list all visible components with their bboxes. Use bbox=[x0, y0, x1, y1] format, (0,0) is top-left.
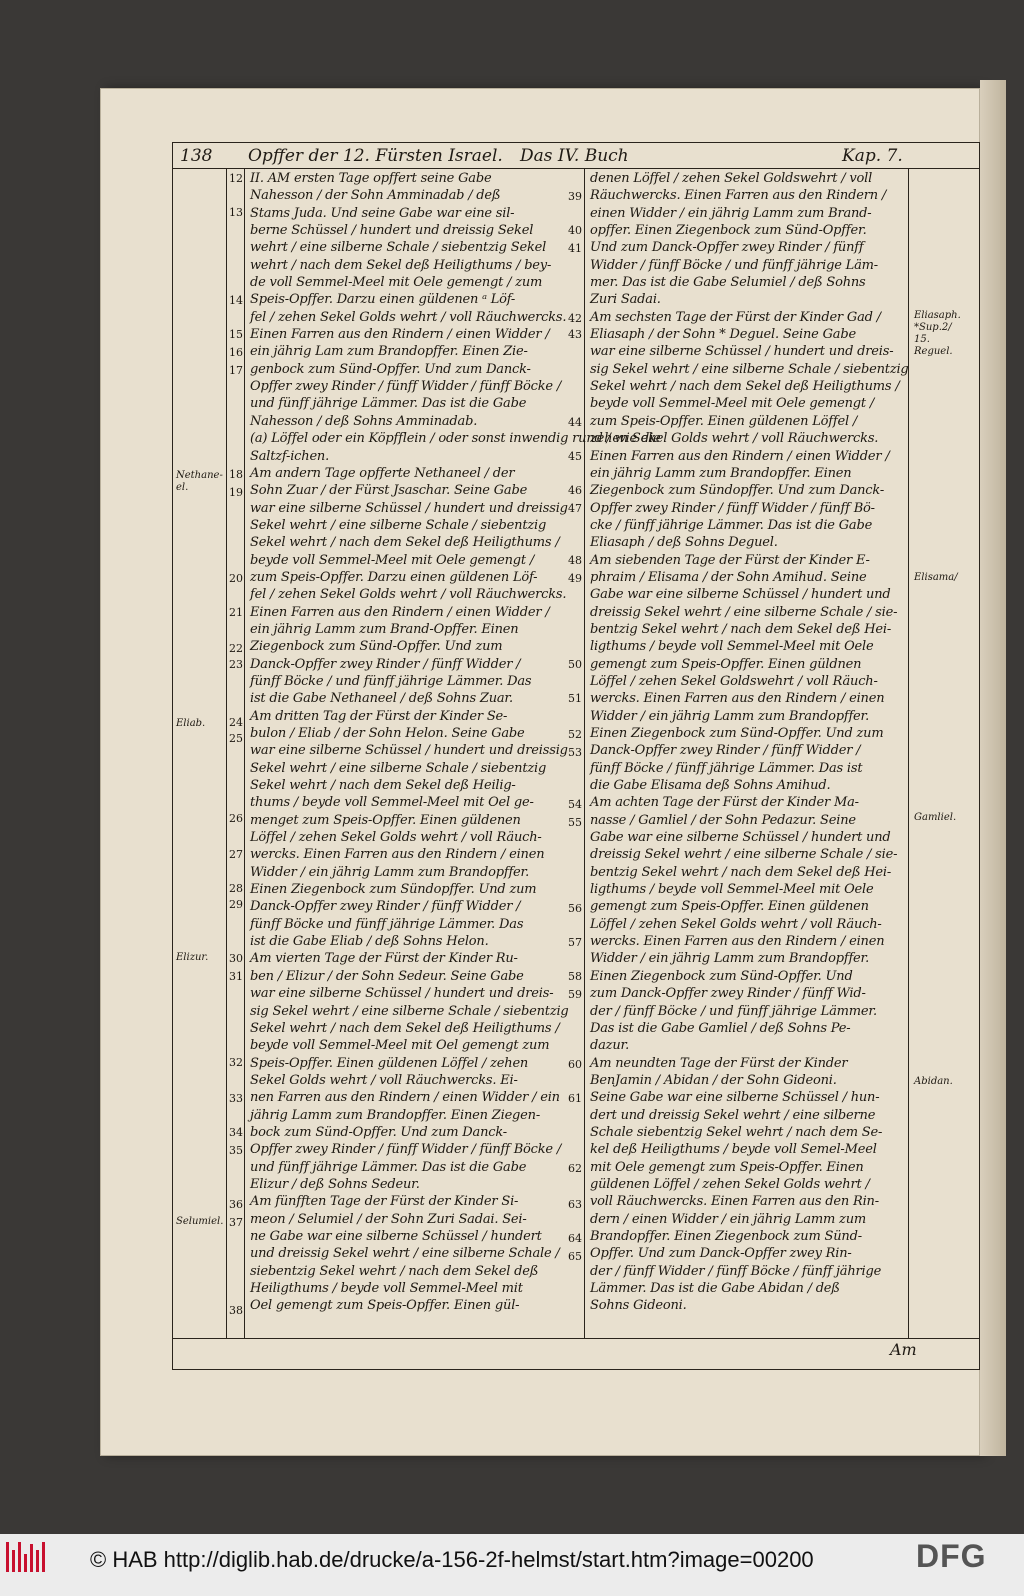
margin-note-right: Eliasaph. *Sup.2/ 15. Reguel. bbox=[914, 310, 961, 357]
verse-number: 35 bbox=[229, 1144, 243, 1157]
left-column-line: Am vierten Tage der Fürst der Kinder Ru- bbox=[250, 951, 518, 967]
right-column-line: ligthums / beyde voll Semmel-Meel mit Oele bbox=[590, 882, 874, 898]
left-column-line: Am andern Tage opfferte Nethaneel / der bbox=[250, 465, 515, 481]
copyright-url[interactable]: © HAB http://diglib.hab.de/drucke/a-156-2f-helmst/start.htm?image=00200 bbox=[90, 1547, 814, 1572]
verse-number: 19 bbox=[229, 486, 243, 499]
verse-number: 52 bbox=[568, 728, 582, 741]
left-column-line: Speis-Opffer. Einen güldenen Löffel / zehen bbox=[250, 1055, 529, 1071]
right-column-line: wercks. Einen Farren aus den Rindern / einen bbox=[590, 934, 885, 950]
right-column-line: Seine Gabe war eine silberne Schüssel / hun- bbox=[590, 1090, 880, 1106]
verse-number: 48 bbox=[568, 554, 582, 567]
right-column-line: dazur. bbox=[590, 1038, 630, 1054]
running-title: Opffer der 12. Fürsten Israel. bbox=[248, 146, 503, 166]
right-margin-rule bbox=[908, 168, 909, 1338]
verse-number: 50 bbox=[568, 658, 582, 671]
left-column-line: Opffer zwey Rinder / fünff Widder / fünff Böcke / bbox=[250, 1142, 562, 1158]
right-column-line: Sekel wehrt / nach dem Sekel deß Heiligthums / bbox=[590, 379, 900, 395]
left-column-line: Oel gemengt zum Speis-Opffer. Einen gül- bbox=[250, 1298, 520, 1314]
verse-number: 20 bbox=[229, 572, 243, 585]
left-column-line: Löffel / zehen Sekel Golds wehrt / voll Räuch- bbox=[250, 830, 542, 846]
right-column-line: Räuchwercks. Einen Farren aus den Rindern / bbox=[590, 188, 887, 204]
left-column-line: Am dritten Tag der Fürst der Kinder Se- bbox=[250, 708, 508, 724]
left-column-line: genbock zum Sünd-Opffer. Und zum Danck- bbox=[250, 361, 531, 377]
right-column-line: phraim / Elisama / der Sohn Amihud. Seine bbox=[590, 569, 867, 585]
verse-number: 36 bbox=[229, 1198, 243, 1211]
verse-number: 26 bbox=[229, 812, 243, 825]
book-title: Das IV. Buch bbox=[520, 146, 629, 166]
right-column-line: dern / einen Widder / ein jährig Lamm zum bbox=[590, 1211, 867, 1227]
left-column-line: ist die Gabe Nethaneel / deß Sohns Zuar. bbox=[250, 691, 513, 707]
right-column-line: Einen Farren aus den Rindern / einen Widder / bbox=[590, 448, 890, 464]
left-column-line: berne Schüssel / hundert und dreissig Sekel bbox=[250, 223, 534, 239]
right-column-line: kel deß Heiligthums / beyde voll Semel-Meel bbox=[590, 1142, 877, 1158]
verse-number: 39 bbox=[568, 190, 582, 203]
right-column-line: zum Danck-Opffer zwey Rinder / fünff Wid- bbox=[590, 986, 866, 1002]
left-column-line: Einen Farren aus den Rindern / einen Widder / bbox=[250, 327, 550, 343]
verse-number: 60 bbox=[568, 1058, 582, 1071]
right-column-line: Widder / ein jährig Lamm zum Brandopffer. bbox=[590, 951, 870, 967]
right-column-line: Zuri Sadai. bbox=[590, 292, 661, 308]
left-verse-rule bbox=[244, 168, 245, 1338]
left-column-line: ein jährig Lam zum Brandopffer. Einen Zie- bbox=[250, 344, 528, 360]
right-column-line: zum Speis-Opffer. Einen güldenen Löffel / bbox=[590, 413, 858, 429]
left-column-line: Opffer zwey Rinder / fünff Widder / fünff Böcke / bbox=[250, 379, 562, 395]
right-column-line: Ziegenbock zum Sündopffer. Und zum Danck- bbox=[590, 483, 885, 499]
footer-rule bbox=[172, 1338, 980, 1339]
left-column-line: bulon / Eliab / der Sohn Helon. Seine Gabe bbox=[250, 726, 525, 741]
left-column-line: Speis-Opffer. Darzu einen güldenen ᵃ Löf- bbox=[250, 292, 516, 308]
right-column-line: ligthums / beyde voll Semmel-Meel mit Oele bbox=[590, 639, 874, 655]
right-column-line: Am sechsten Tage der Fürst der Kinder Gad / bbox=[590, 309, 881, 325]
right-column-line: sig Sekel wehrt / eine silberne Schale / siebentzig bbox=[590, 361, 909, 377]
verse-number: 27 bbox=[229, 848, 243, 861]
verse-number: 31 bbox=[229, 970, 243, 983]
verse-number: 24 bbox=[229, 716, 243, 729]
right-column-line: bentzig Sekel wehrt / nach dem Sekel deß Hei- bbox=[590, 864, 892, 880]
left-column-line: Heiligthums / beyde voll Semmel-Meel mit bbox=[250, 1281, 523, 1296]
verse-number: 46 bbox=[568, 484, 582, 497]
left-column-line: beyde voll Semmel-Meel mit Oele gemengt / bbox=[250, 552, 535, 568]
right-column-line: Eliasaph / der Sohn * Deguel. Seine Gabe bbox=[590, 327, 856, 343]
left-column-line: Ziegenbock zum Sünd-Opffer. Und zum bbox=[250, 639, 503, 655]
left-column-line: Stams Juda. Und seine Gabe war eine sil- bbox=[250, 205, 515, 221]
page-number: 138 bbox=[180, 146, 213, 166]
left-column-line: Sekel Golds wehrt / voll Räuchwercks. Ei- bbox=[250, 1072, 518, 1088]
left-column-line: zum Speis-Opffer. Darzu einen güldenen Löf- bbox=[250, 569, 538, 585]
right-column-line: gemengt zum Speis-Opffer. Einen güldnen bbox=[590, 656, 862, 672]
verse-number: 37 bbox=[229, 1216, 243, 1229]
verse-number: 41 bbox=[568, 242, 582, 255]
dfg-logo: DFG bbox=[916, 1538, 987, 1574]
verse-number: 45 bbox=[568, 450, 582, 463]
right-column-line: Einen Ziegenbock zum Sünd-Opffer. Und zum bbox=[590, 726, 884, 741]
left-column-line: nen Farren aus den Rindern / einen Widder / ein bbox=[250, 1090, 560, 1106]
page-edge bbox=[980, 80, 1006, 1456]
left-column-line: Sekel wehrt / eine silberne Schale / siebentzig bbox=[250, 517, 547, 533]
left-column-line: und fünff jährige Lämmer. Das ist die Gabe bbox=[250, 396, 527, 412]
verse-number: 30 bbox=[229, 952, 243, 965]
right-column-line: güldenen Löffel / zehen Sekel Golds wehrt / bbox=[590, 1176, 870, 1192]
text-column-right bbox=[590, 170, 909, 1315]
right-column-line: mer. Das ist die Gabe Selumiel / deß Sohns bbox=[590, 275, 866, 291]
chapter-label: Kap. 7. bbox=[842, 146, 903, 166]
right-column-line: wercks. Einen Farren aus den Rindern / einen bbox=[590, 691, 885, 707]
verse-number: 49 bbox=[568, 572, 582, 585]
left-column-line: und dreissig Sekel wehrt / eine silberne Schale / bbox=[250, 1246, 560, 1262]
right-column-line: Und zum Danck-Opffer zwey Rinder / fünff bbox=[590, 240, 864, 256]
verse-number: 16 bbox=[229, 346, 243, 359]
verse-number: 53 bbox=[568, 746, 582, 759]
right-column-line: Sohns Gideoni. bbox=[590, 1298, 687, 1314]
right-column-line: ein jährig Lamm zum Brandopffer. Einen bbox=[590, 465, 852, 481]
left-column-line: sig Sekel wehrt / eine silberne Schale / siebentzig bbox=[250, 1003, 569, 1019]
left-column-line: und fünff jährige Lämmer. Das ist die Gabe bbox=[250, 1159, 527, 1175]
verse-number: 44 bbox=[568, 416, 582, 429]
right-column-line: nasse / Gamliel / der Sohn Pedazur. Seine bbox=[590, 812, 856, 828]
right-column-line: cke / fünff jährige Lämmer. Das ist die Gabe bbox=[590, 517, 873, 533]
verse-number: 59 bbox=[568, 988, 582, 1001]
verse-number: 65 bbox=[568, 1250, 582, 1263]
right-column-line: zehen Sekel Golds wehrt / voll Räuchwercks. bbox=[590, 431, 879, 447]
left-column-line: war eine silberne Schüssel / hundert und dreis- bbox=[250, 986, 554, 1002]
right-column-line: Widder / fünff Böcke / und fünff jährige Läm- bbox=[590, 257, 878, 273]
right-column-line: Lämmer. Das ist die Gabe Abidan / deß bbox=[590, 1281, 840, 1296]
left-column-line: Nahesson / deß Sohns Amminadab. bbox=[250, 413, 478, 429]
verse-number: 42 bbox=[568, 312, 582, 325]
verse-number: 55 bbox=[568, 816, 582, 829]
margin-note-left: Nethane- el. bbox=[176, 470, 223, 493]
left-column-line: Sekel wehrt / nach dem Sekel deß Heiligthums / bbox=[250, 535, 560, 551]
right-column-line: voll Räuchwercks. Einen Farren aus den Rin- bbox=[590, 1194, 879, 1210]
right-column-line: Das ist die Gabe Gamliel / deß Sohns Pe- bbox=[590, 1020, 851, 1036]
right-column-line: der / fünff Böcke / und fünff jährige Lämmer. bbox=[590, 1003, 877, 1019]
right-column-line: Widder / ein jährig Lamm zum Brandopffer. bbox=[590, 708, 870, 724]
verse-number: 17 bbox=[229, 364, 243, 377]
verse-number: 12 bbox=[229, 172, 243, 185]
right-column-line: Löffel / zehen Sekel Golds wehrt / voll Räuch- bbox=[590, 916, 882, 932]
verse-number: 43 bbox=[568, 328, 582, 341]
right-column-line: Brandopffer. Einen Ziegenbock zum Sünd- bbox=[590, 1228, 862, 1244]
left-column-line: de voll Semmel-Meel mit Oele gemengt / zum bbox=[250, 275, 543, 291]
margin-note-left: Elizur. bbox=[176, 952, 209, 963]
right-column-line: mit Oele gemengt zum Speis-Opffer. Einen bbox=[590, 1159, 864, 1175]
right-column-line: der / fünff Widder / fünff Böcke / fünff jährige bbox=[590, 1263, 882, 1279]
right-column-line: bentzig Sekel wehrt / nach dem Sekel deß Hei- bbox=[590, 621, 892, 637]
left-column-line: (a) Löffel oder ein Köpfflein / oder sonst inwendig rund / wie die bbox=[250, 431, 661, 447]
left-column-line: siebentzig Sekel wehrt / nach dem Sekel deß bbox=[250, 1263, 539, 1279]
left-column-line: bock zum Sünd-Opffer. Und zum Danck- bbox=[250, 1124, 507, 1140]
margin-note-right: Elisama/ bbox=[914, 572, 958, 583]
left-column-line: fel / zehen Sekel Golds wehrt / voll Räuchwercks. bbox=[250, 309, 567, 325]
right-column-line: Gabe war eine silberne Schüssel / hundert und bbox=[590, 587, 891, 603]
left-column-line: Einen Farren aus den Rindern / einen Widder / bbox=[250, 604, 550, 620]
verse-number: 22 bbox=[229, 642, 243, 655]
right-column-line: dreissig Sekel wehrt / eine silberne Schale / sie- bbox=[590, 847, 898, 863]
verse-number: 38 bbox=[229, 1304, 243, 1317]
left-column-line: ein jährig Lamm zum Brand-Opffer. Einen bbox=[250, 621, 519, 637]
margin-note-left: Selumiel. bbox=[176, 1216, 224, 1227]
verse-number: 64 bbox=[568, 1232, 582, 1245]
left-column-line: war eine silberne Schüssel / hundert und dreissig bbox=[250, 500, 568, 516]
margin-note-right: Abidan. bbox=[914, 1076, 953, 1087]
left-column-line: Saltzf-ichen. bbox=[250, 448, 330, 464]
left-column-line: Einen Ziegenbock zum Sündopffer. Und zum bbox=[250, 882, 537, 898]
catchword: Am bbox=[890, 1340, 917, 1359]
verse-number: 34 bbox=[229, 1126, 243, 1139]
verse-number: 40 bbox=[568, 224, 582, 237]
right-column-line: fünff Böcke / fünff jährige Lämmer. Das ist bbox=[590, 760, 863, 776]
left-column-line: menget zum Speis-Opffer. Einen güldenen bbox=[250, 812, 521, 828]
left-column-line: ne Gabe war eine silberne Schüssel / hundert bbox=[250, 1228, 542, 1244]
verse-number: 47 bbox=[568, 502, 582, 515]
right-column-line: Am neundten Tage der Fürst der Kinder bbox=[590, 1055, 848, 1071]
hab-logo-icon bbox=[6, 1540, 48, 1572]
verse-number: 25 bbox=[229, 732, 243, 745]
left-column-line: Danck-Opffer zwey Rinder / fünff Widder / bbox=[250, 656, 521, 672]
verse-number: 14 bbox=[229, 294, 243, 307]
verse-number: 28 bbox=[229, 882, 243, 895]
header-rule bbox=[172, 168, 980, 169]
right-column-line: Opffer zwey Rinder / fünff Widder / fünff Bö- bbox=[590, 500, 875, 516]
right-column-line: die Gabe Elisama deß Sohns Amihud. bbox=[590, 778, 831, 794]
left-column-line: Danck-Opffer zwey Rinder / fünff Widder / bbox=[250, 899, 521, 915]
verse-number: 63 bbox=[568, 1198, 582, 1211]
right-column-line: opffer. Einen Ziegenbock zum Sünd-Opffer. bbox=[590, 223, 867, 239]
left-column-line: beyde voll Semmel-Meel mit Oel gemengt zum bbox=[250, 1038, 550, 1054]
margin-note-left: Eliab. bbox=[176, 718, 206, 729]
verse-number: 61 bbox=[568, 1092, 582, 1105]
left-column-line: war eine silberne Schüssel / hundert und dreissig bbox=[250, 743, 568, 759]
verse-number: 62 bbox=[568, 1162, 582, 1175]
right-column-line: dert und dreissig Sekel wehrt / eine silberne bbox=[590, 1107, 876, 1123]
left-column-line: Elizur / deß Sohns Sedeur. bbox=[250, 1176, 420, 1192]
verse-number: 58 bbox=[568, 970, 582, 983]
verse-number: 21 bbox=[229, 606, 243, 619]
margin-note-right: Gamliel. bbox=[914, 812, 957, 823]
verse-number: 15 bbox=[229, 328, 243, 341]
right-column-line: denen Löffel / zehen Sekel Goldswehrt / voll bbox=[590, 171, 873, 186]
left-column-line: II. AM ersten Tage opffert seine Gabe bbox=[250, 171, 492, 186]
right-column-line: Am achten Tage der Fürst der Kinder Ma- bbox=[590, 795, 859, 811]
right-column-line: Löffel / zehen Sekel Goldswehrt / voll Räuch- bbox=[590, 673, 878, 689]
verse-number: 33 bbox=[229, 1092, 243, 1105]
right-column-line: Einen Ziegenbock zum Sünd-Opffer. Und bbox=[590, 968, 853, 984]
right-column-line: Am siebenden Tage der Fürst der Kinder E- bbox=[590, 552, 870, 568]
left-column-line: Sekel wehrt / eine silberne Schale / siebentzig bbox=[250, 760, 547, 776]
left-column-line: fünff Böcke / und fünff jährige Lämmer. Das bbox=[250, 673, 532, 689]
left-column-line: wehrt / eine silberne Schale / siebentzig Sekel bbox=[250, 240, 547, 256]
right-column-line: beyde voll Semmel-Meel mit Oele gemengt / bbox=[590, 396, 875, 412]
right-column-line: Schale siebentzig Sekel wehrt / nach dem Se- bbox=[590, 1124, 883, 1140]
left-column-line: wercks. Einen Farren aus den Rindern / einen bbox=[250, 847, 545, 863]
verse-number: 51 bbox=[568, 692, 582, 705]
right-column-line: BenJamin / Abidan / der Sohn Gideoni. bbox=[590, 1072, 837, 1088]
left-column-line: fel / zehen Sekel Golds wehrt / voll Räuchwercks. bbox=[250, 587, 567, 603]
right-column-line: einen Widder / ein jährig Lamm zum Brand- bbox=[590, 205, 872, 221]
left-column-line: Widder / ein jährig Lamm zum Brandopffer. bbox=[250, 864, 530, 880]
verse-number: 18 bbox=[229, 468, 243, 481]
left-column-line: Am fünfften Tage der Fürst der Kinder Si- bbox=[250, 1194, 519, 1210]
left-column-line: ben / Elizur / der Sohn Sedeur. Seine Gabe bbox=[250, 968, 524, 984]
verse-number: 57 bbox=[568, 936, 582, 949]
left-column-line: fünff Böcke und fünff jährige Lämmer. Das bbox=[250, 916, 524, 932]
left-margin-rule bbox=[226, 168, 227, 1338]
right-column-line: dreissig Sekel wehrt / eine silberne Schale / sie- bbox=[590, 604, 898, 620]
left-column-line: Sekel wehrt / nach dem Sekel deß Heilig- bbox=[250, 778, 516, 794]
verse-number: 23 bbox=[229, 658, 243, 671]
verse-number: 56 bbox=[568, 902, 582, 915]
right-column-line: gemengt zum Speis-Opffer. Einen güldenen bbox=[590, 899, 869, 915]
left-column-line: Sekel wehrt / nach dem Sekel deß Heiligthums / bbox=[250, 1020, 560, 1036]
left-column-line: Nahesson / der Sohn Amminadab / deß bbox=[250, 188, 501, 204]
right-column-line: Gabe war eine silberne Schüssel / hundert und bbox=[590, 830, 891, 846]
left-column-line: Sohn Zuar / der Fürst Jsaschar. Seine Gabe bbox=[250, 483, 528, 499]
right-column-line: war eine silberne Schüssel / hundert und dreis- bbox=[590, 344, 894, 360]
right-column-line: Opffer. Und zum Danck-Opffer zwey Rin- bbox=[590, 1246, 852, 1262]
verse-number: 32 bbox=[229, 1056, 243, 1069]
left-column-line: wehrt / nach dem Sekel deß Heiligthums / bey- bbox=[250, 257, 552, 273]
right-column-line: Danck-Opffer zwey Rinder / fünff Widder / bbox=[590, 743, 861, 759]
verse-number: 54 bbox=[568, 798, 582, 811]
left-column-line: ist die Gabe Eliab / deß Sohns Helon. bbox=[250, 934, 489, 950]
right-column-line: Eliasaph / deß Sohns Deguel. bbox=[590, 535, 778, 551]
left-column-line: thums / beyde voll Semmel-Meel mit Oel ge- bbox=[250, 795, 534, 811]
verse-number: 29 bbox=[229, 898, 243, 911]
left-column-line: meon / Selumiel / der Sohn Zuri Sadai. Sei- bbox=[250, 1211, 527, 1227]
column-rule bbox=[584, 168, 585, 1338]
verse-number: 13 bbox=[229, 206, 243, 219]
left-column-line: jährig Lamm zum Brandopffer. Einen Ziegen- bbox=[250, 1107, 541, 1123]
